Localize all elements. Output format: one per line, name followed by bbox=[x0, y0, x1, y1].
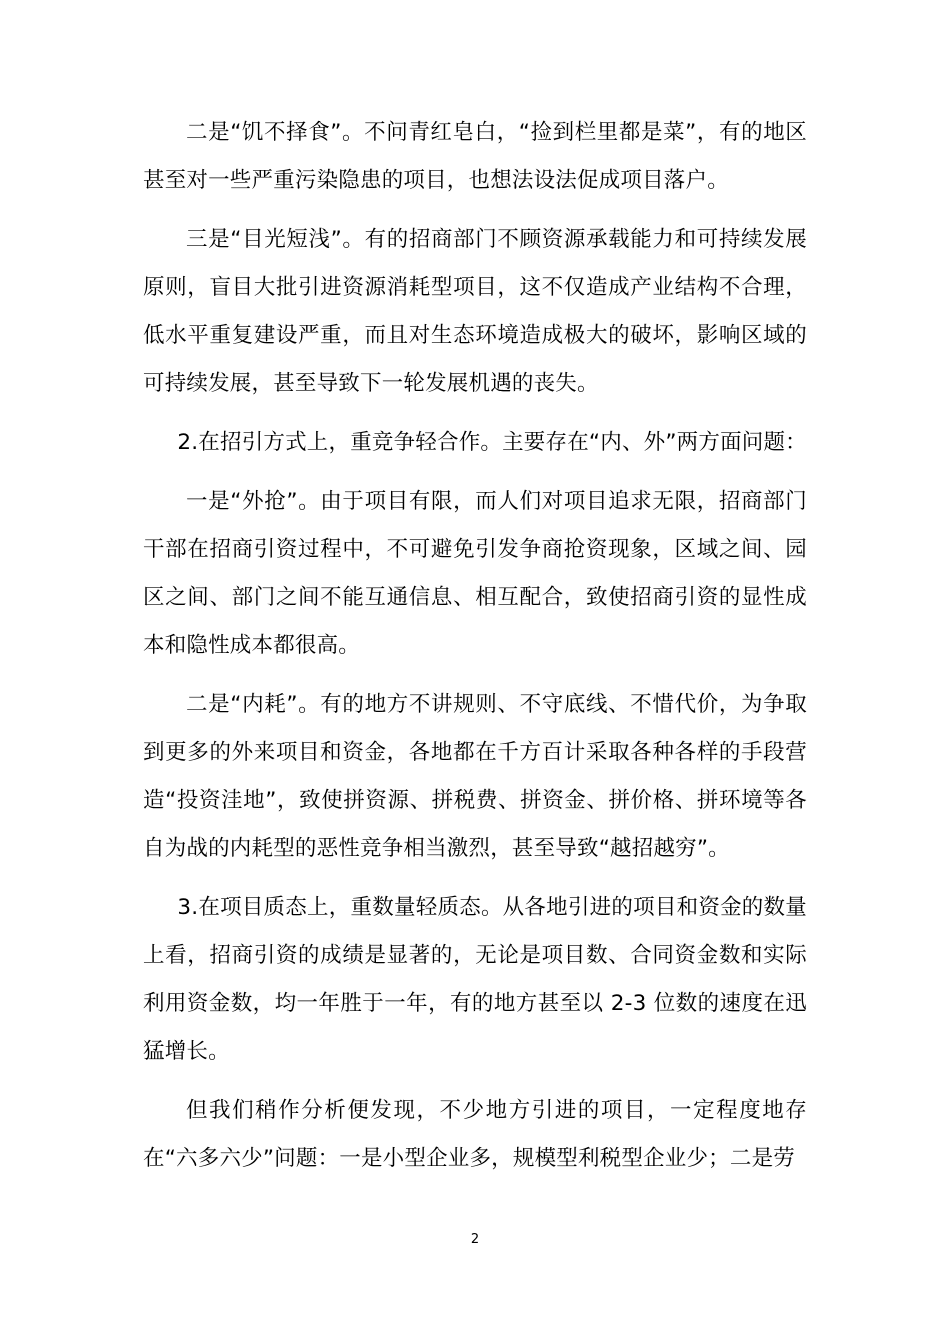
page-number: 2 bbox=[470, 1232, 480, 1247]
paragraph-1: 二是“饥不择食”。不问青红皂白，“捡到栏里都是菜”，有的地区甚至对一些严重污染隐患的项目，也想法设法促成项目落户。 bbox=[143, 120, 807, 193]
paragraph-2: 三是“目光短浅”。有的招商部门不顾资源承载能力和可持续发展原则，盲目大批引进资源消耗型项目，这不仅造成产业结构不合理，低水平重复建设严重，而且对生态环境造成极大的破坏，影响区域的可持续发展，甚至导致下一轮发展机遇的丧失。 bbox=[143, 227, 807, 396]
paragraph-7: 但我们稍作分析便发现，不少地方引进的项目，一定程度地存在“六多六少”问题：一是小型企业多，规模型利税型企业少；二是劳 bbox=[143, 1098, 807, 1171]
paragraph-4: 一是“外抢”。由于项目有限，而人们对项目追求无限，招商部门干部在招商引资过程中，不可避免引发争商抢资现象，区域之间、园区之间、部门之间不能互通信息、相互配合，致使招商引资的显性成本和隐性成本都很高。 bbox=[143, 489, 807, 658]
paragraph-3: 2.在招引方式上，重竞争轻合作。主要存在“内、外”两方面问题： bbox=[177, 430, 807, 455]
paragraph-5: 二是“内耗”。有的地方不讲规则、不守底线、不惜代价，为争取到更多的外来项目和资金，各地都在千方百计采取各种各样的手段营造“投资洼地”，致使拼资源、拼税费、拼资金、拼价格、拼环境等各自为战的内耗型的恶性竞争相当激烈，甚至导致“越招越穷”。 bbox=[143, 692, 807, 861]
document-body bbox=[143, 109, 807, 1194]
paragraph-6: 3.在项目质态上，重数量轻质态。从各地引进的项目和资金的数量上看，招商引资的成绩是显著的，无论是项目数、合同资金数和实际利用资金数，均一年胜于一年，有的地方甚至以 2-3 位数的速度在迅猛增长。 bbox=[143, 895, 807, 1064]
